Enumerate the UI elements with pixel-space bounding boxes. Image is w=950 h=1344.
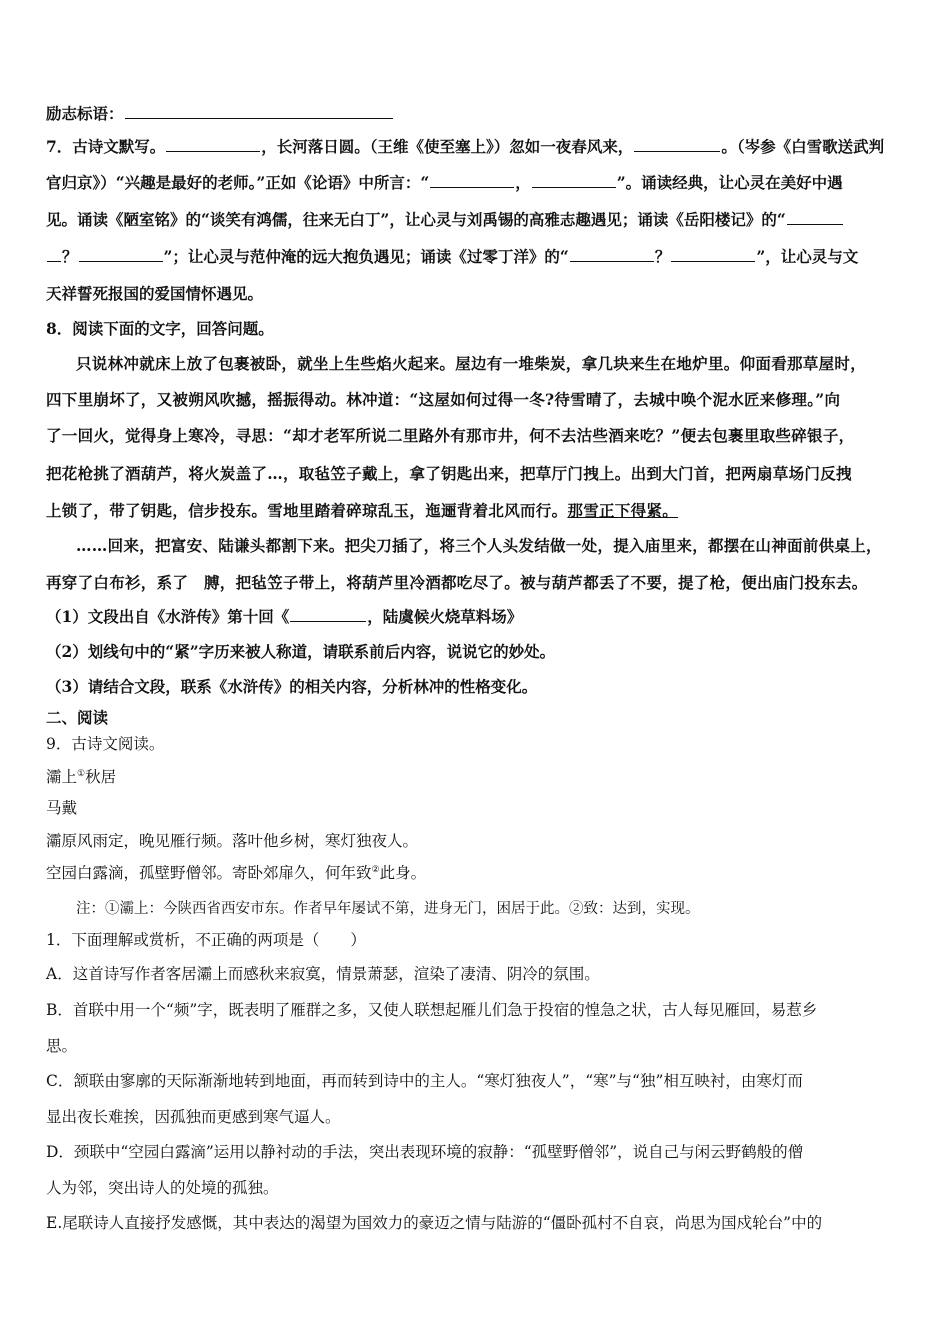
motto-blank[interactable]: [125, 104, 393, 119]
q8-passage-line: 再穿了白布衫，系了 膊，把毡笠子带上，将葫芦里冷酒都吃尽了。被与葫芦都丢了不要，提了枪，便出庙门投东去。: [46, 573, 868, 592]
q7-blank-5[interactable]: [787, 210, 843, 225]
q8-passage-line: 只说林冲就床上放了包裹被卧，就坐上生些焰火起来。屋边有一堆柴炭，拿几块来生在地炉里。仰面看那草屋时，: [76, 354, 867, 373]
q7-text: ”。诵读经典，让心灵在美好中遇: [616, 173, 843, 192]
motto-label: 励志标语：: [46, 104, 124, 123]
q7-blank-2[interactable]: [634, 137, 720, 152]
q7-text: ”；让心灵与范仲淹的远大抱负遇见；诵读《过零丁洋》的“: [163, 247, 569, 266]
q7-blank-1[interactable]: [166, 137, 260, 152]
q8-passage-line: 了一回火，觉得身上寒冷，寻思：“却才老军所说二里路外有那市井，何不去沽些酒来吃？”便去包裹里取些碎银子，: [46, 426, 855, 445]
option-b[interactable]: B．首联中用一个“频”字，既表明了雁群之多，又使人联想起雁儿们急于投宿的惶急之状，古人每见雁回，易惹乡: [46, 1001, 818, 1019]
poem-title: [46, 766, 910, 788]
q7-text: ”，让心灵与文: [756, 247, 859, 266]
q7-line-1: [46, 136, 910, 158]
q8-title: 8．阅读下面的文字，回答问题。: [46, 319, 274, 338]
option-d[interactable]: D．颈联中“空园白露滴”运用以静衬动的手法，突出表现环境的寂静：“孤壁野僧邻”，说自己与闲云野鹤般的僧: [46, 1143, 804, 1161]
poem-author: 马戴: [46, 799, 78, 817]
q7-blank-7[interactable]: [570, 247, 654, 262]
q8-blank-chapter[interactable]: [290, 607, 366, 622]
q8-sub-2: （2）划线句中的“紧”字历来被人称道，请联系前后内容，说说它的妙处。: [46, 642, 556, 661]
q7-line-4: [46, 246, 910, 268]
q7-text: ？: [654, 247, 671, 266]
q9-title: 9．古诗文阅读。: [46, 735, 165, 753]
poem-line-text: 此身。: [379, 864, 427, 882]
q7-text: 7．古诗文默写。: [46, 137, 166, 156]
option-b-cont: 思。: [46, 1037, 78, 1055]
motto-line: [46, 103, 910, 125]
q8-sub-text: （1）文段出自《水浒传》第十回《: [46, 607, 290, 626]
q7-blank-5b[interactable]: [47, 247, 61, 262]
q7-line-3: [46, 209, 910, 231]
q7-blank-3[interactable]: [430, 173, 514, 188]
q8-passage-line: 四下里崩坏了，又被朔风吹撼，摇振得动。林冲道：“这屋如何过得一冬?待雪晴了，去城中唤个泥水匠来修理。”向: [46, 390, 841, 409]
q7-text: 天祥誓死报国的爱国情怀遇见。: [46, 284, 264, 303]
q7-text: ，长河落日圆。（王维《使至塞上》）忽如一夜春风来，: [261, 137, 634, 156]
q8-passage-line: ……回来，把富安、陆谦头都割下来。把尖刀插了，将三个人头发结做一处，提入庙里来，都摆在山神面前供桌上，: [76, 536, 882, 555]
q8-passage-text: 上锁了，带了钥匙，信步投东。雪地里踏着碎琼乱玉，迤逦背着北风而行。: [46, 501, 568, 520]
option-a[interactable]: A．这首诗写作者客居灞上而感秋来寂寞，情景萧瑟，渲染了凄清、阴冷的氛围。: [46, 965, 600, 983]
option-d-cont: 人为邻，突出诗人的处境的孤独。: [46, 1179, 279, 1197]
q7-line-5: [46, 283, 910, 305]
q8-underlined-sentence: 那雪正下得紧。: [567, 501, 679, 520]
poem-line-2: [46, 862, 910, 884]
q7-text: ？: [62, 247, 78, 266]
q8-passage-line: [46, 500, 910, 522]
option-e[interactable]: E.尾联诗人直接抒发感慨，其中表达的渴望为国效力的豪迈之情与陆游的“僵卧孤村不自哀，尚思为国戍轮台”中的: [46, 1214, 823, 1232]
q8-passage-line: 把花枪挑了酒葫芦，将火炭盖了…，取毡笠子戴上，拿了钥匙出来，把草厅门拽上。出到大门首，把两扇草场门反拽: [46, 464, 852, 483]
q7-blank-8[interactable]: [671, 247, 755, 262]
option-c-cont: 显出夜长难挨，因孤独而更感到寒气逼人。: [46, 1108, 341, 1126]
q7-line-2: [46, 172, 910, 194]
q7-text: 见。诵读《陋室铭》的“谈笑有鸿儒，往来无白丁”，让心灵与刘禹锡的高雅志趣遇见；诵读《岳阳楼记》的“: [46, 210, 786, 229]
option-c[interactable]: C．颔联由寥廓的天际渐渐地转到地面，再而转到诗中的主人。“寒灯独夜人”，“寒”与“独”相互映衬，由寒灯而: [46, 1072, 803, 1090]
q7-blank-4[interactable]: [532, 173, 616, 188]
poem-line-text: 空园白露滴，孤壁野僧邻。寄卧郊扉久，何年致: [46, 864, 372, 882]
poem-note-mark: ①: [77, 768, 86, 779]
poem-title-text: 灞上: [46, 768, 78, 786]
poem-title-text: 秋居: [85, 768, 117, 786]
q8-sub-3: （3）请结合文段，联系《水浒传》的相关内容，分析林冲的性格变化。: [46, 677, 538, 696]
section-2-title: 二、阅读: [46, 708, 109, 727]
q7-blank-6[interactable]: [79, 247, 163, 262]
poem-note-mark: ②: [371, 864, 380, 875]
poem-note: 注：①灞上：今陕西省西安市东。作者早年屡试不第，进身无门，困居于此。②致：达到，实现。: [76, 901, 700, 917]
q7-text: ，: [515, 173, 531, 192]
q7-text: 。（岑参《白雪歌送武判: [721, 137, 885, 156]
q9-question-1: 1．下面理解或赏析，不正确的两项是（ ）: [46, 931, 366, 949]
poem-line-1: 灞原风雨定，晚见雁行频。落叶他乡树，寒灯独夜人。: [46, 832, 419, 850]
q7-text: 官归京》）“兴趣是最好的老师。”正如《论语》中所言：“: [46, 173, 430, 192]
q8-sub-1: [46, 606, 910, 628]
q8-sub-text: ，陆虞候火烧草料场》: [367, 607, 523, 626]
